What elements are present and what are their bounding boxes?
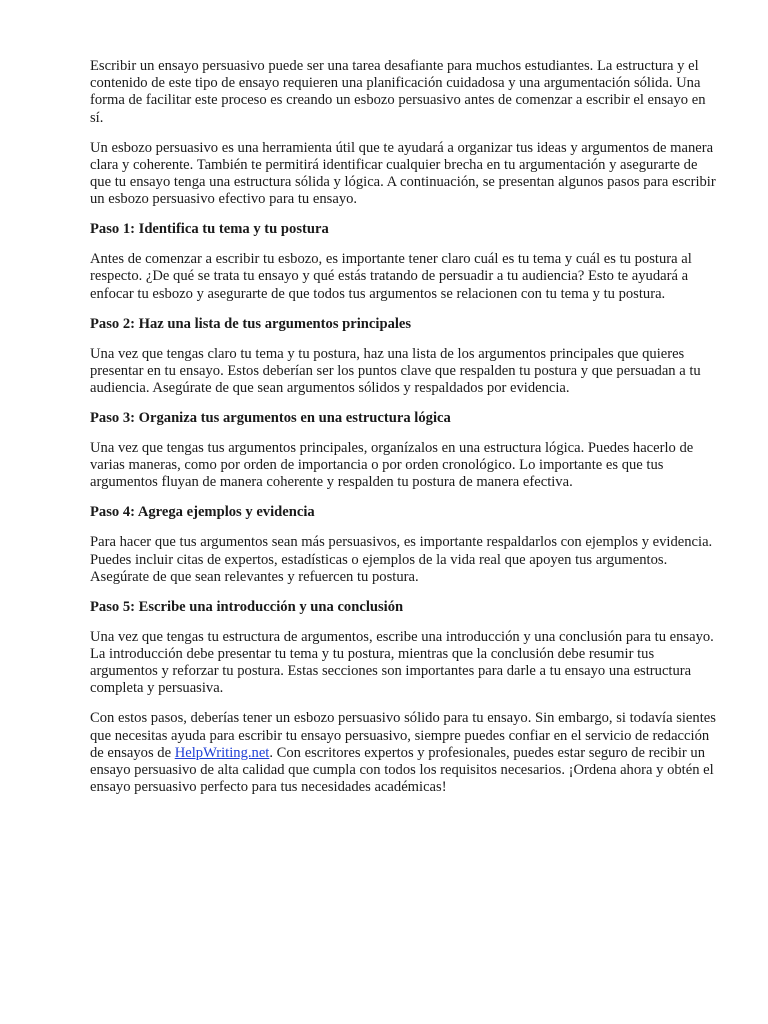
intro-paragraph-1: Escribir un ensayo persuasivo puede ser una tarea desafiante para muchos estudiantes. La estructura y el contenido de este tipo de ensayo requieren una planificación cuidadosa y una argumentación sólida. Una forma de facilitar este proceso es creando un esbozo persuasivo antes de comenzar a escribir el ensayo en sí.: [90, 58, 706, 126]
closing-text-before-link: Con estos pasos, deberías tener un esbozo persuasivo sólido para tu ensayo. Sin embargo, si todavía sientes que necesitas ayuda para escribir tu ensayo persuasivo, siempre puedes confiar en el servicio de redacción de ensayos de: [90, 710, 716, 761]
step-5-body: Una vez que tengas tu estructura de argumentos, escribe una introducción y una conclusión para tu ensayo. La introducción debe presentar tu tema y tu postura, mientras que la conclusión debe resumir tus argumentos y reforzar tu postura. Estas secciones son importantes para darle a tu ensayo una estructura completa y persuasiva.: [90, 628, 714, 697]
step-2-heading: Paso 2: Haz una lista de tus argumentos principales: [90, 315, 412, 332]
step-4-heading: Paso 4: Agrega ejemplos y evidencia: [90, 504, 315, 521]
closing-text-after-link: . Con escritores expertos y profesionales, puedes estar seguro de recibir un ensayo persuasivo de alta calidad que cumpla con todos los requisitos necesarios. ¡Ordena ahora y obtén el ensayo persuasivo perfecto para tus necesidades académicas!: [90, 744, 714, 796]
step-2-body: Una vez que tengas claro tu tema y tu postura, haz una lista de los argumentos principales que quieres presentar en tu ensayo. Estos deberían ser los puntos clave que respalden tu postura y que persuadan a tu audiencia. Asegúrate de que sean argumentos sólidos y respaldados por evidencia.: [90, 345, 701, 397]
step-3-heading: Paso 3: Organiza tus argumentos en una estructura lógica: [90, 410, 451, 427]
step-1-heading: Paso 1: Identifica tu tema y tu postura: [90, 221, 329, 238]
step-3-body: Una vez que tengas tus argumentos principales, organízalos en una estructura lógica. Puedes hacerlo de varias maneras, como por orden de importancia o por orden cronológico. Lo importante es que tus argumentos fluyan de manera coherente y respalden tu postura de manera efectiva.: [90, 440, 694, 491]
step-4-body: Para hacer que tus argumentos sean más persuasivos, es importante respaldarlos con ejemplos y evidencia. Puedes incluir citas de expertos, estadísticas o ejemplos de la vida real que apoyen tus argumentos. Asegúrate de que sean relevantes y refuercen tu postura.: [90, 534, 713, 585]
document-page: [90, 58, 716, 809]
helpwriting-link[interactable]: HelpWriting.net: [174, 744, 270, 761]
step-1-body: Antes de comenzar a escribir tu esbozo, es importante tener claro cuál es tu tema y cuál es tu postura al respecto. ¿De qué se trata tu ensayo y qué estás tratando de persuadir a tu audiencia? Esto te ayudará a enfocar tu esbozo y asegurarte de que todos tus argumentos se relacionen con tu tema y tu postura.: [90, 251, 692, 302]
step-5-heading: Paso 5: Escribe una introducción y una conclusión: [90, 598, 404, 615]
closing-paragraph: [90, 710, 716, 796]
intro-paragraph-2: Un esbozo persuasivo es una herramienta útil que te ayudará a organizar tus ideas y argumentos de manera clara y coherente. También te permitirá identificar cualquier brecha en tu argumentación y asegurarte de que tu ensayo tenga una estructura sólida y lógica. A continuación, se presentan algunos pasos para escribir un esbozo persuasivo efectivo para tu ensayo.: [90, 139, 716, 208]
